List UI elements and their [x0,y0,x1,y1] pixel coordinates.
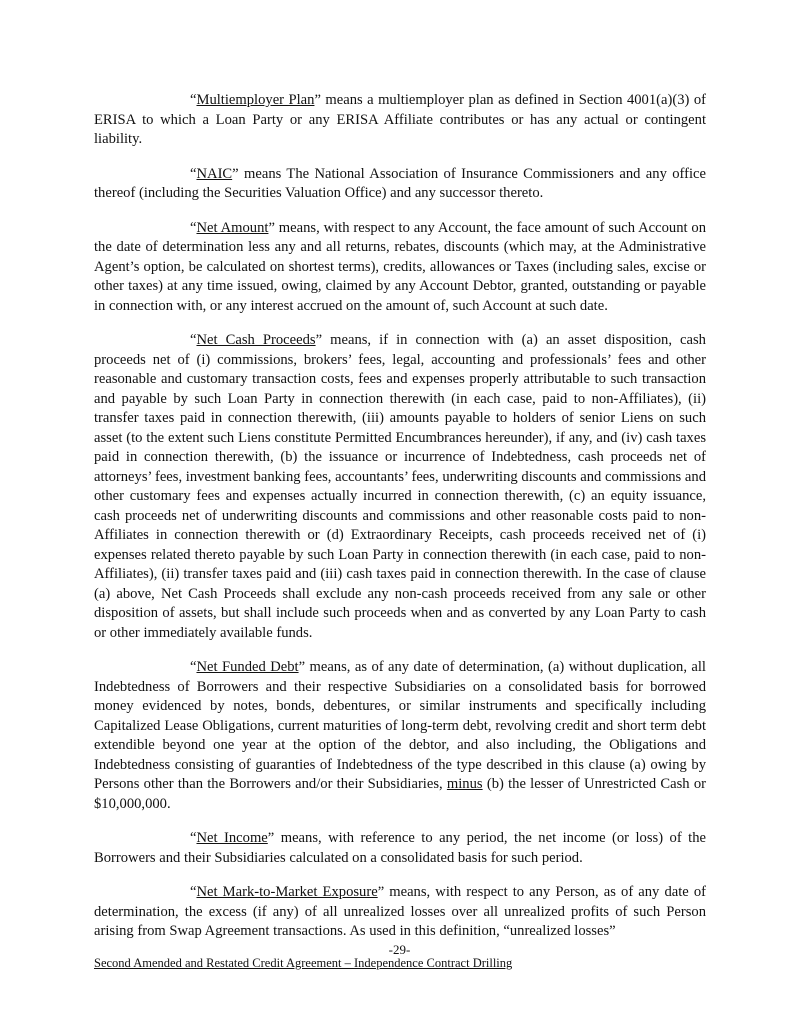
defined-term: Net Mark-to-Market Exposure [196,884,378,900]
definition-naic: “NAIC” means The National Association of Insurance Commissioners and any office thereof (including the Securities Valuation Office) and any successor thereto. [94,165,706,201]
defined-term: Net Income [196,830,268,846]
defined-term: NAIC [196,165,233,182]
page-number: -29- [388,942,411,957]
definition-text: ” means, as of any date of determination, (a) without duplication, all Indebtedness of Borrowers and their respective Subsidiaries on a consolidated basis for borrowed money evidenced by notes, bonds, debentures, or similar instruments and specifically including Capitalized Lease Obligations, current maturities of long-term debt, revolving credit and short term debt extendible beyond one year at the option of the debtor, and also including, the Obligations and Indebtedness consisting of guaranties of Indebtedness of the type described in this clause (a) owing by Persons other than the Borrowers and/or their Subsidiaries, [94,659,706,792]
definitions-body [94,91,706,957]
definition-text-after: (b) the lesser of Unrestricted Cash or $10,000,000. [94,776,706,812]
definition-text: ” means, with reference to any period, the net income (or loss) of the Borrowers and their Subsidiaries calculated on a consolidated basis for such period. [94,830,706,866]
definition-text: ” means The National Association of Insurance Commissioners and any office thereof (including the Securities Valuation Office) and any successor thereto. [94,165,706,201]
definition-net-income: “Net Income” means, with reference to any period, the net income (or loss) of the Borrowers and their Subsidiaries calculated on a consolidated basis for such period. [94,830,706,866]
definition-text: ” means, with respect to any Person, as of any date of determination, the excess (if any) of all unrealized losses over all unrealized profits of such Person arising from Swap Agreement transactions. As used in this definition, “unrealized losses” [94,884,706,939]
definition-multiemployer-plan: “Multiemployer Plan” means a multiemployer plan as defined in Section 4001(a)(3) of ERISA to which a Loan Party or any ERISA Affiliate contributes or has any actual or contingent liability. [94,92,706,147]
definition-text: ” means, if in connection with (a) an asset disposition, cash proceeds net of (i) commissions, brokers’ fees, legal, accounting and professionals’ fees and other reasonable and customary transaction costs, fees and expenses properly attributable to such transaction and payable by such Loan Party in connection therewith (in each case, paid to non-Affiliates), (ii) transfer taxes paid in connection therewith, (iii) amounts payable to holders of senior Liens on such asset (to the extent such Liens constitute Permitted Encumbrances hereunder), if any, and (iv) cash taxes paid in connection therewith, (b) the issuance or incurrence of Indebtedness, cash proceeds net of attorneys’ fees, investment banking fees, accountants’ fees, underwriting discounts and commissions and other customary fees and expenses actually incurred in connection therewith, (c) an equity issuance, cash proceeds net of underwriting discounts and commissions and other reasonable costs paid to non-Affiliates in connection therewith or (d) Extraordinary Receipts, cash proceeds received net of (i) expenses related thereto payable by such Loan Party in connection therewith (in each case, paid to non-Affiliates), (ii) transfer taxes paid and (iii) cash taxes paid in connection therewith. In the case of clause (a) above, Net Cash Proceeds shall exclude any non-cash proceeds received from any sale or other disposition of assets, but shall include such proceeds when and as converted by any Loan Party to cash or other immediately available funds. [94,332,706,641]
footer-title: Second Amended and Restated Credit Agreement – Independence Contract Drilling [94,956,513,970]
definition-text: ” means a multiemployer plan as defined in Section 4001(a)(3) of ERISA to which a Loan Party or any ERISA Affiliate contributes or has any actual or contingent liability. [94,92,706,147]
definition-net-cash-proceeds: “Net Cash Proceeds” means, if in connection with (a) an asset disposition, cash proceeds net of (i) commissions, brokers’ fees, legal, accounting and professionals’ fees and other reasonable and customary transaction costs, fees and expenses properly attributable to such transaction and payable by such Loan Party in connection therewith (in each case, paid to non-Affiliates), (ii) transfer taxes paid in connection therewith, (iii) amounts payable to holders of senior Liens on such asset (to the extent such Liens constitute Permitted Encumbrances hereunder), if any, and (iv) cash taxes paid in connection therewith, (b) the issuance or incurrence of Indebtedness, cash proceeds net of attorneys’ fees, investment banking fees, accountants’ fees, underwriting discounts and commissions and other customary fees and expenses actually incurred in connection therewith, (c) an equity issuance, cash proceeds net of underwriting discounts and commissions and other reasonable costs paid to non-Affiliates in connection therewith or (d) Extraordinary Receipts, cash proceeds received net of (i) expenses related thereto payable by such Loan Party in connection therewith (in each case, paid to non-Affiliates), (ii) transfer taxes paid and (iii) cash taxes paid in connection therewith. In the case of clause (a) above, Net Cash Proceeds shall exclude any non-cash proceeds received from any sale or other disposition of assets, but shall include such proceeds when and as converted by any Loan Party to cash or other immediately available funds. [94,332,706,641]
definition-net-mark-to-market-exposure: “Net Mark-to-Market Exposure” means, with respect to any Person, as of any date of determination, the excess (if any) of all unrealized losses over all unrealized profits of such Person arising from Swap Agreement transactions. As used in this definition, “unrealized losses” [94,884,706,939]
definition-text: ” means, with respect to any Account, the face amount of such Account on the date of determination less any and all returns, rebates, discounts (which may, at the Administrative Agent’s option, be calculated on shortest terms), credits, allowances or Taxes (including sales, excise or other taxes) at any time issued, owing, claimed by any Account Debtor, granted, outstanding or payable in connection with, or any interest accrued on the amount of, such Account at such date. [94,219,707,314]
defined-term: Net Funded Debt [196,659,299,675]
defined-term: Multiemployer Plan [196,92,315,108]
underlined-word: minus [446,776,483,792]
defined-term: Net Amount [196,219,269,236]
definition-net-funded-debt: “Net Funded Debt” means, as of any date of determination, (a) without duplication, all Indebtedness of Borrowers and their respective Subsidiaries on a consolidated basis for borrowed money evidenced by notes, bonds, debentures, or similar instruments and specifically including Capitalized Lease Obligations, current maturities of long-term debt, revolving credit and short term debt extendible beyond one year at the option of the debtor, and also including, the Obligations and Indebtedness consisting of guaranties of Indebtedness of the type described in this clause (a) owing by Persons other than the Borrowers and/or their Subsidiaries, minus (b) the lesser of Unrestricted Cash or $10,000,000. [94,659,706,812]
defined-term: Net Cash Proceeds [196,332,316,348]
definition-net-amount: “Net Amount” means, with respect to any Account, the face amount of such Account on the date of determination less any and all returns, rebates, discounts (which may, at the Administrative Agent’s option, be calculated on shortest terms), credits, allowances or Taxes (including sales, excise or other taxes) at any time issued, owing, claimed by any Account Debtor, granted, outstanding or payable in connection with, or any interest accrued on the amount of, such Account at such date. [94,219,707,314]
